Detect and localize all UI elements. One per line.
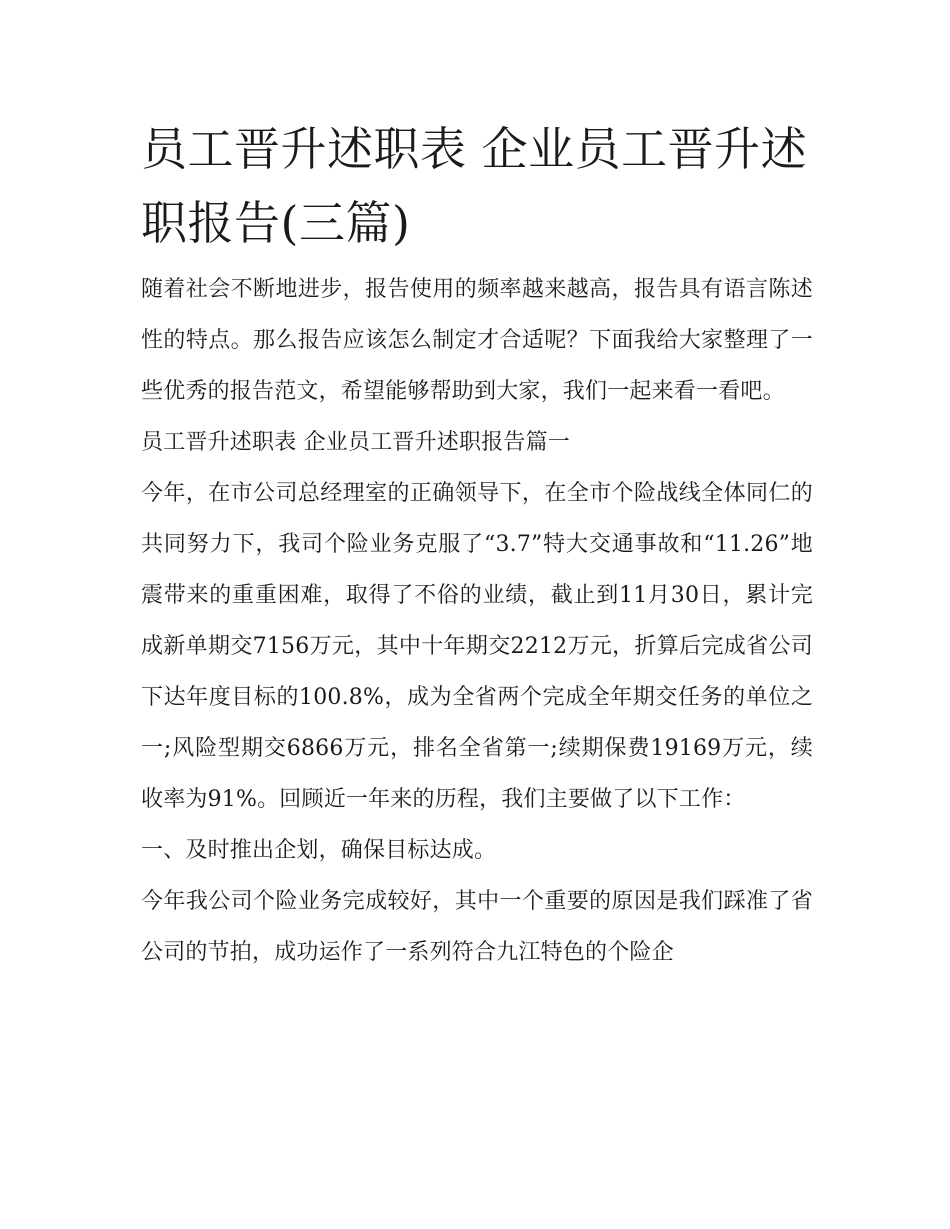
document-page xyxy=(141,112,813,978)
body-paragraph: 今年我公司个险业务完成较好，其中一个重要的原因是我们踩准了省公司的节拍，成功运作了一系列符合九江特色的个险企 xyxy=(141,889,813,965)
section-heading: 员工晋升述职表 企业员工晋升述职报告篇一 xyxy=(141,430,570,455)
intro-paragraph: 随着社会不断地进步，报告使用的频率越来越高，报告具有语言陈述性的特点。那么报告应该怎么制定才合适呢？下面我给大家整理了一些优秀的报告范文，希望能够帮助到大家，我们一起来看一看吧。 xyxy=(141,277,813,404)
document-title: 员工晋升述职表 企业员工晋升述职报告(三篇) xyxy=(141,122,808,250)
body-paragraph: 今年，在市公司总经理室的正确领导下，在全市个险战线全体同仁的共同努力下，我司个险业务克服了“3.7”特大交通事故和“11.26”地震带来的重重困难，取得了不俗的业绩，截止到11月30日，累计完成新单期交7156万元，其中十年期交2212万元，折算后完成省公司下达年度目标的100.8%，成为全省两个完成全年期交任务的单位之一;风险型期交6866万元，排名全省第一;续期保费19169万元，续收率为91%。回顾近一年来的历程，我们主要做了以下工作： xyxy=(141,481,813,812)
subsection-heading: 一、及时推出企划，确保目标达成。 xyxy=(141,838,497,863)
